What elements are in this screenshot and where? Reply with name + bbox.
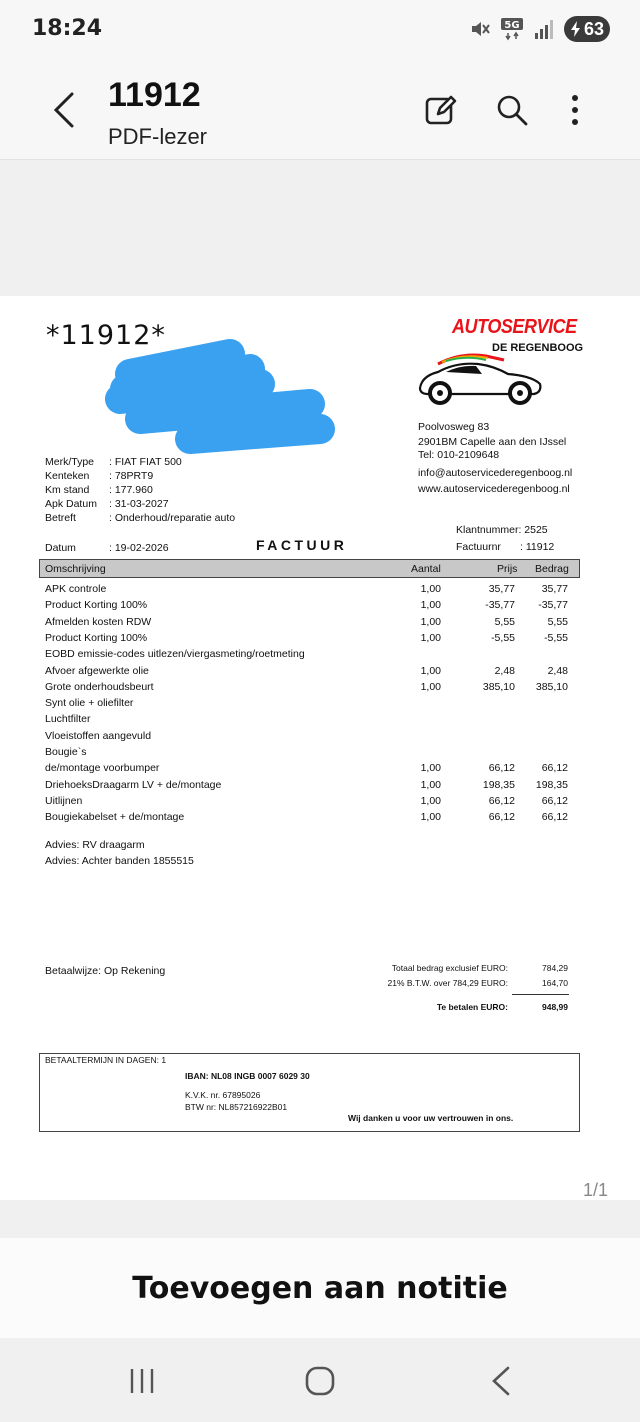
- line-quantity: 1,00: [420, 778, 441, 791]
- table-row: [45, 779, 575, 793]
- amount-due-label: Te betalen EURO:: [436, 1002, 508, 1012]
- address-email: info@autoservicederegenboog.nl: [418, 467, 573, 479]
- vat-label: 21% B.T.W. over 784,29 EURO:: [387, 978, 508, 988]
- line-quantity: 1,00: [420, 680, 441, 693]
- line-amount: 198,35: [535, 778, 568, 791]
- line-price: 66,12: [488, 811, 515, 824]
- line-description: Bougiekabelset + de/montage: [45, 811, 185, 824]
- table-row: [45, 665, 575, 679]
- table-row: [45, 730, 575, 744]
- pdf-viewer[interactable]: [0, 160, 640, 1238]
- back-icon: [490, 1365, 512, 1397]
- table-row: [45, 795, 575, 809]
- invoice-barcode-number: *11912*: [46, 320, 166, 351]
- total-excl-label: Totaal bedrag exclusief EURO:: [391, 963, 508, 973]
- network-label: 5G: [504, 20, 520, 31]
- table-row: [45, 713, 575, 727]
- pdf-page: [0, 296, 640, 1200]
- total-excl-value: 784,29: [542, 963, 568, 973]
- vehicle-info-row: Km stand : 177.960: [45, 484, 153, 496]
- line-description: APK controle: [45, 583, 107, 595]
- back-arrow-icon: [52, 90, 76, 130]
- home-icon: [304, 1365, 336, 1397]
- document-type-title: FACTUUR: [256, 537, 348, 553]
- address-phone: Tel: 010-2109648: [418, 449, 500, 461]
- payment-method: Betaalwijze: Op Rekening: [45, 965, 166, 977]
- line-description: Afmelden kosten RDW: [45, 615, 152, 628]
- table-row: [45, 599, 575, 613]
- line-price: 198,35: [482, 778, 515, 791]
- vehicle-info-row: Kenteken : 78PRT9: [45, 470, 154, 482]
- line-price: 5,55: [494, 615, 515, 628]
- thank-you-note: Wij danken u voor uw vertrouwen in ons.: [348, 1113, 514, 1123]
- line-price: -5,55: [491, 631, 515, 644]
- address-website: www.autoservicederegenboog.nl: [418, 483, 570, 495]
- line-amount: 66,12: [541, 762, 568, 775]
- line-description: de/montage voorbumper: [45, 762, 160, 775]
- iban: IBAN: NL08 INGB 0007 6029 30: [185, 1071, 310, 1081]
- line-price: 66,12: [488, 794, 515, 807]
- advice-line: Advies: RV draagarm: [45, 839, 145, 851]
- table-row: [45, 616, 575, 630]
- battery-level: 63: [583, 18, 604, 39]
- add-to-note-button[interactable]: Toevoegen aan notitie: [132, 1270, 508, 1306]
- table-row: [45, 681, 575, 695]
- bottom-action-bar: [0, 1238, 640, 1338]
- col-quantity: Aantal: [411, 563, 441, 575]
- company-logo: [416, 316, 584, 408]
- address-street: Poolvosweg 83: [418, 421, 490, 433]
- vat-value: 164,70: [542, 978, 568, 988]
- search-icon: [495, 93, 529, 127]
- table-row: [45, 762, 575, 776]
- company-name: AUTOSERVICE: [452, 316, 577, 338]
- line-description: DriehoeksDraagarm LV + de/montage: [45, 778, 222, 791]
- invoice-number: Factuurnr : 11912: [456, 541, 555, 553]
- line-amount: 66,12: [541, 794, 568, 807]
- vehicle-info-row: Apk Datum : 31-03-2027: [45, 498, 169, 510]
- line-price: 35,77: [488, 583, 515, 595]
- table-row: [45, 648, 575, 662]
- line-quantity: 1,00: [420, 794, 441, 807]
- address-city: 2901BM Capelle aan den IJssel: [418, 436, 567, 448]
- status-time: 18:24: [32, 16, 103, 41]
- line-amount: 5,55: [547, 615, 568, 628]
- recents-button[interactable]: [117, 1356, 167, 1406]
- edit-icon: [424, 93, 458, 127]
- line-amount: -35,77: [538, 599, 568, 612]
- app-header: [0, 60, 640, 160]
- line-quantity: 1,00: [420, 615, 441, 628]
- table-row: [45, 583, 575, 597]
- table-header: [39, 559, 580, 578]
- line-description: Product Korting 100%: [45, 631, 148, 644]
- status-icons: [468, 16, 610, 42]
- totals-divider: [512, 994, 569, 995]
- more-vert-icon: [570, 94, 580, 126]
- line-description: Grote onderhoudsbeurt: [45, 680, 154, 693]
- line-description: Uitlijnen: [45, 794, 83, 807]
- company-tagline: DE REGENBOOG: [492, 342, 584, 354]
- line-quantity: 1,00: [420, 762, 441, 775]
- search-button[interactable]: [492, 90, 532, 130]
- 5g-icon: [500, 17, 524, 41]
- line-price: -35,77: [485, 599, 515, 612]
- amount-due-value: 948,99: [542, 1002, 568, 1012]
- edit-button[interactable]: [421, 90, 461, 130]
- line-amount: 35,77: [541, 583, 568, 595]
- home-button[interactable]: [295, 1356, 345, 1406]
- vehicle-info-row: Merk/Type : FIAT FIAT 500: [45, 456, 182, 468]
- vat-number: BTW nr: NL857216922B01: [185, 1102, 288, 1112]
- line-quantity: 1,00: [420, 811, 441, 824]
- document-title: 11912: [108, 76, 201, 114]
- line-amount: 66,12: [541, 811, 568, 824]
- advice-line: Advies: Achter banden 1855515: [45, 855, 194, 867]
- redaction-scribble: [100, 324, 340, 464]
- table-row: [45, 746, 575, 760]
- line-description: Bougie`s: [45, 746, 87, 758]
- line-quantity: 1,00: [420, 664, 441, 677]
- line-amount: 2,48: [547, 664, 568, 677]
- status-bar: [0, 0, 640, 60]
- line-description: Luchtfilter: [45, 713, 91, 726]
- kvk-number: K.V.K. nr. 67895026: [185, 1090, 261, 1100]
- line-description: Afvoer afgewerkte olie: [45, 664, 149, 677]
- battery-charging-icon: [564, 16, 610, 42]
- payment-term: BETAALTERMIJN IN DAGEN: 1: [45, 1055, 167, 1065]
- line-description: Product Korting 100%: [45, 599, 148, 612]
- back-button[interactable]: [44, 88, 84, 132]
- line-amount: -5,55: [544, 631, 568, 644]
- line-price: 385,10: [482, 680, 515, 693]
- col-price: Prijs: [497, 563, 518, 575]
- signal-icon: [532, 17, 556, 41]
- system-nav-bar: [0, 1338, 640, 1422]
- table-row: [45, 697, 575, 711]
- col-amount: Bedrag: [535, 563, 569, 575]
- mute-icon: [468, 17, 492, 41]
- vehicle-info-row: Betreft : Onderhoud/reparatie auto: [45, 512, 236, 524]
- line-price: 2,48: [494, 664, 515, 677]
- more-options-button[interactable]: [555, 90, 595, 130]
- car-icon: [416, 348, 546, 408]
- invoice-date: Datum : 19-02-2026: [45, 542, 169, 554]
- line-description: Synt olie + oliefilter: [45, 697, 134, 710]
- table-row: [45, 632, 575, 646]
- line-description: Vloeistoffen aangevuld: [45, 729, 152, 742]
- recents-icon: [127, 1366, 157, 1396]
- app-name: PDF-lezer: [108, 124, 208, 149]
- customer-number: Klantnummer: 2525: [456, 524, 548, 536]
- line-quantity: 1,00: [420, 599, 441, 612]
- line-description: EOBD emissie-codes uitlezen/viergasmeting/roetmeting: [45, 648, 305, 661]
- nav-back-button[interactable]: [476, 1356, 526, 1406]
- payment-footer: [39, 1053, 580, 1132]
- col-description: Omschrijving: [45, 563, 106, 575]
- line-amount: 385,10: [535, 680, 568, 693]
- line-quantity: 1,00: [420, 583, 441, 595]
- page-counter: 1/1: [582, 1180, 608, 1200]
- table-row: [45, 811, 575, 825]
- line-price: 66,12: [488, 762, 515, 775]
- line-quantity: 1,00: [420, 631, 441, 644]
